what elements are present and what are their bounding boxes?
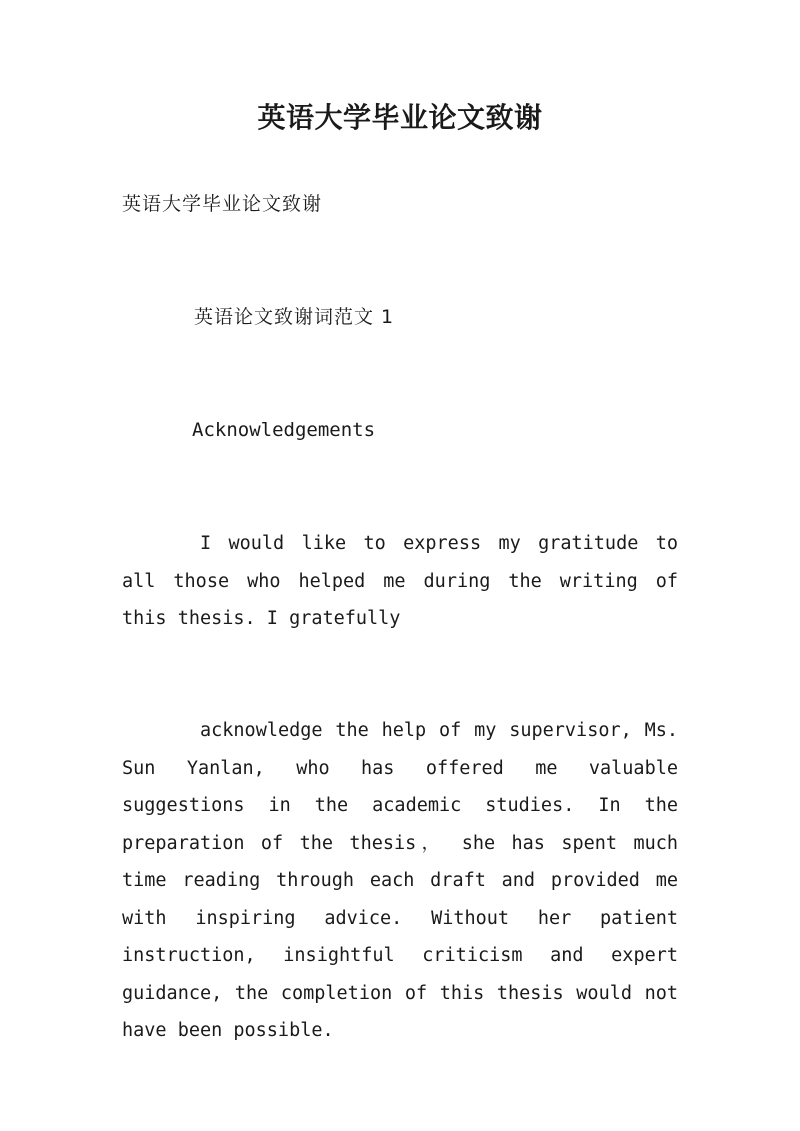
section-heading: 英语论文致谢词范文 1 [194,306,395,328]
body-paragraph-1: I would like to express my gratitude to all those who helped me during the writing of this thesis. I gratefully [122,533,678,629]
document-subtitle: 英语大学毕业论文致谢 [122,193,323,215]
body-paragraph-2: acknowledge the help of my supervisor, Ms. Sun Yanlan, who has offered me valuable suggestions in the academic studies. In the preparation of the thesis， she has spent much time reading through each draft and provided me with inspiring advice. Without her patient instruction, insightful criticism and expert guidance, the completion of this thesis would not have been possible. [122,720,678,1041]
acknowledgements-heading: Acknowledgements [192,419,376,441]
document-title: 英语大学毕业论文致谢 [257,101,543,134]
